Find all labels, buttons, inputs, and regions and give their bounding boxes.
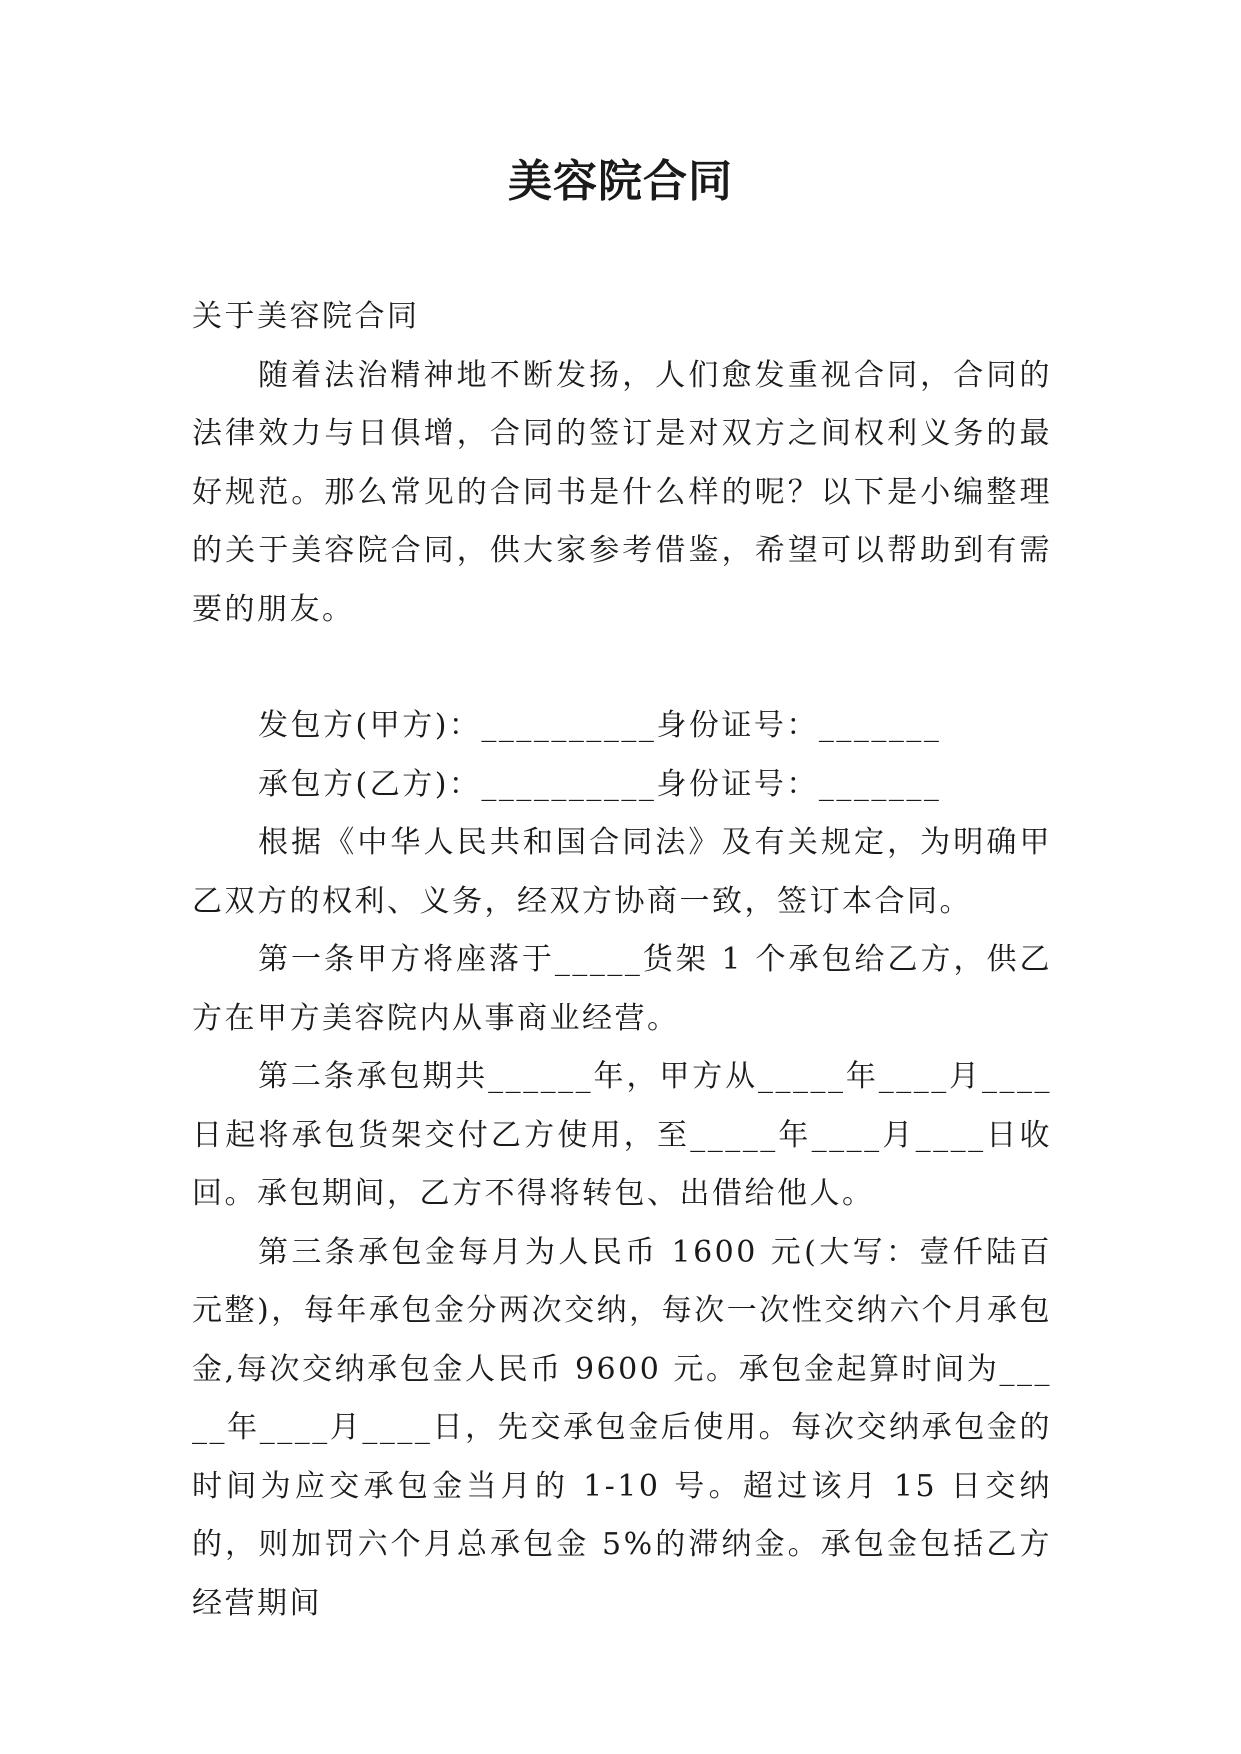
article-1-paragraph: 第一条甲方将座落于_____货架 1 个承包给乙方，供乙方在甲方美容院内从事商业经营。 <box>192 942 1052 1036</box>
article-2-paragraph: 第二条承包期共______年，甲方从_____年____月____日起将承包货架交付乙方使用，至_____年____月____日收回。承包期间，乙方不得将转包、出借给他人。 <box>192 1059 1052 1211</box>
intro-heading: 关于美容院合同 <box>192 299 420 334</box>
party-b-line: 承包方(乙方)：__________身份证号：_______ <box>258 766 942 802</box>
preamble-paragraph: 根据《中华人民共和国合同法》及有关规定，为明确甲乙双方的权利、义务，经双方协商一致，签订本合同。 <box>192 825 1052 919</box>
article-3-paragraph: 第三条承包金每月为人民币 1600 元(大写：壹仟陆百元整)，每年承包金分两次交纳，每次一次性交纳六个月承包金,每次交纳承包金人民币 9600 元。承包金起算时间为_____年____月____日，先交承包金后使用。每次交纳承包金的时间为应交承包金当月的 1-10 号。超过该月 15 日交纳的，则加罚六个月总承包金 5%的滞纳金。承包金包括乙方经营期间 <box>192 1234 1052 1621</box>
intro-paragraph: 随着法治精神地不断发扬，人们愈发重视合同，合同的法律效力与日俱增，合同的签订是对双方之间权利义务的最好规范。那么常见的合同书是什么样的呢？以下是小编整理的关于美容院合同，供大家参考借鉴，希望可以帮助到有需要的朋友。 <box>192 357 1052 627</box>
document-body <box>192 288 1052 1633</box>
party-a-line: 发包方(甲方)：__________身份证号：_______ <box>258 708 942 743</box>
document-title: 美容院合同 <box>508 156 733 207</box>
paragraph-spacer <box>192 639 1052 697</box>
